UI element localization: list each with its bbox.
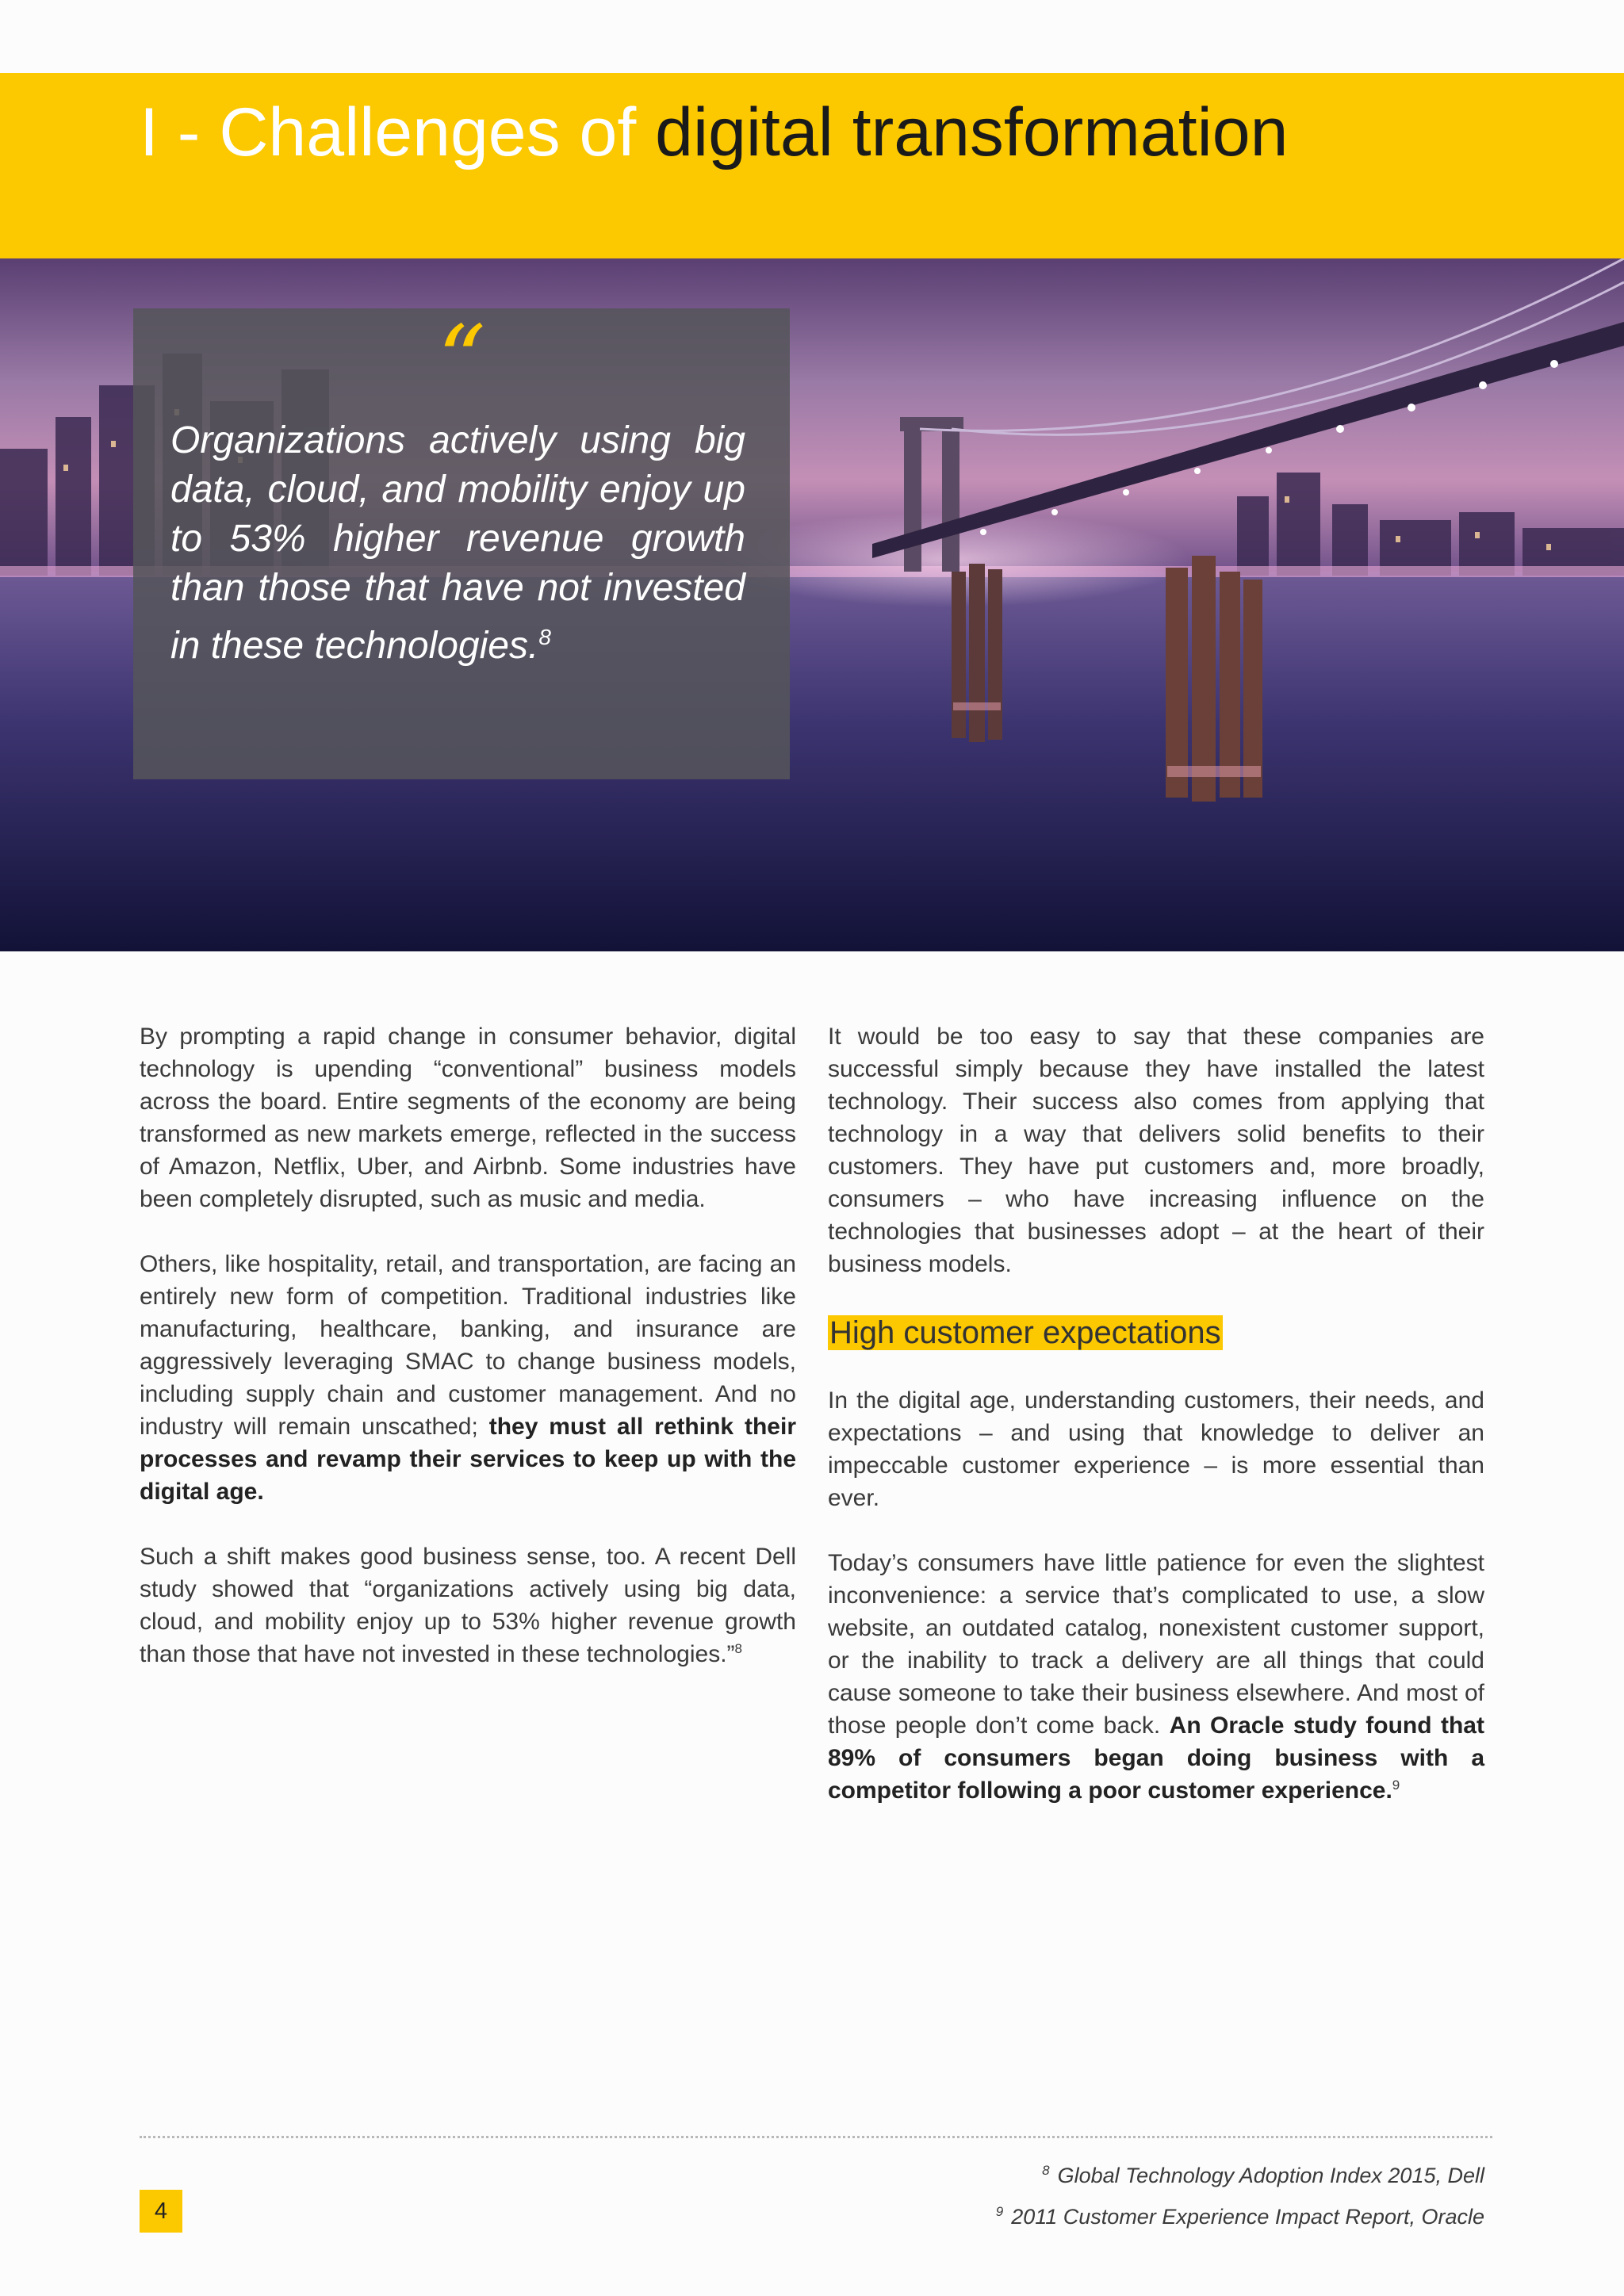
section-heading	[828, 1313, 1484, 1353]
page-title-light: I - Challenges of	[140, 94, 637, 170]
right-paragraph-3	[828, 1547, 1484, 1807]
pull-quote-ref: 8	[538, 625, 551, 649]
footnote-1-number: 8	[1042, 2163, 1050, 2178]
pull-quote-text: Organizations actively using big data, cloud, and mobility enjoy up to 53% higher revenue growth than those that have not invested in these technologies.	[170, 419, 745, 667]
footer-divider	[140, 2136, 1492, 2138]
right-paragraph-3-ref: 9	[1392, 1777, 1400, 1793]
left-paragraph-2-text: Others, like hospitality, retail, and transportation, are facing an entirely new form of competition. Traditional industries like manufacturing, healthcare, banking, and insurance are aggressively leveraging SMAC to change business models, including supply chain and customer management. And no industry will remain unscathed;	[140, 1251, 796, 1440]
quote-icon: “	[437, 306, 486, 416]
left-paragraph-3	[140, 1540, 796, 1670]
right-paragraph-3-bold: An Oracle study found that 89% of consumers began doing business with a competitor following a poor customer experience.	[828, 1712, 1484, 1804]
left-paragraph-2-bold: they must all rethink their processes and revamp their services to keep up with the digital age.	[140, 1414, 796, 1505]
left-column	[140, 1020, 796, 1703]
right-paragraph-1: It would be too easy to say that these companies are successful simply because they have installed the latest technology. Their success also comes from applying that technology in a way that delivers solid benefits to their customers. They have put customers and, more broadly, consumers – who have increasing influence on the technologies that businesses adopt – at the heart of their business models.	[828, 1024, 1484, 1277]
footnote-1-text: Global Technology Adoption Index 2015, Dell	[1057, 2164, 1484, 2187]
right-paragraph-3-text: Today’s consumers have little patience for even the slightest inconvenience: a service that’s complicated to use, a slow website, an outdated catalog, nonexistent customer support, or the inability to track a delivery are all things that could cause someone to take their business elsewhere. And most of those people don’t come back.	[828, 1550, 1484, 1739]
footnote-2	[533, 2198, 1484, 2231]
footnote-1	[533, 2156, 1484, 2190]
footnote-2-text: 2011 Customer Experience Impact Report, Oracle	[1011, 2205, 1484, 2229]
section-heading-text: High customer expectations	[829, 1315, 1221, 1350]
right-column	[828, 1020, 1484, 1839]
page-title-dark: digital transformation	[655, 94, 1289, 170]
pilings-right	[1166, 556, 1262, 802]
left-paragraph-3-ref: 8	[734, 1641, 742, 1656]
pilings-left	[952, 564, 1002, 742]
pull-quote	[170, 416, 745, 671]
left-paragraph-2	[140, 1248, 796, 1508]
left-paragraph-1: By prompting a rapid change in consumer behavior, digital technology is upending “conventional” business models across the board. Entire segments of the economy are being transformed as new markets emerge, reflected in the success of Amazon, Netflix, Uber, and Airbnb. Some industries have been completely disrupted, such as music and media.	[140, 1024, 796, 1212]
footnote-2-number: 9	[995, 2204, 1004, 2219]
right-paragraph-2: In the digital age, understanding customers, their needs, and expectations – and using that knowledge to deliver an impeccable customer experience – is more essential than ever.	[828, 1387, 1484, 1511]
left-paragraph-3-text: Such a shift makes good business sense, too. A recent Dell study showed that “organizations actively using big data, cloud, and mobility enjoy up to 53% higher revenue growth than those that have not invested in these technologies.”	[140, 1544, 796, 1667]
page-number: 4	[140, 2190, 182, 2233]
page-title	[140, 89, 1288, 176]
